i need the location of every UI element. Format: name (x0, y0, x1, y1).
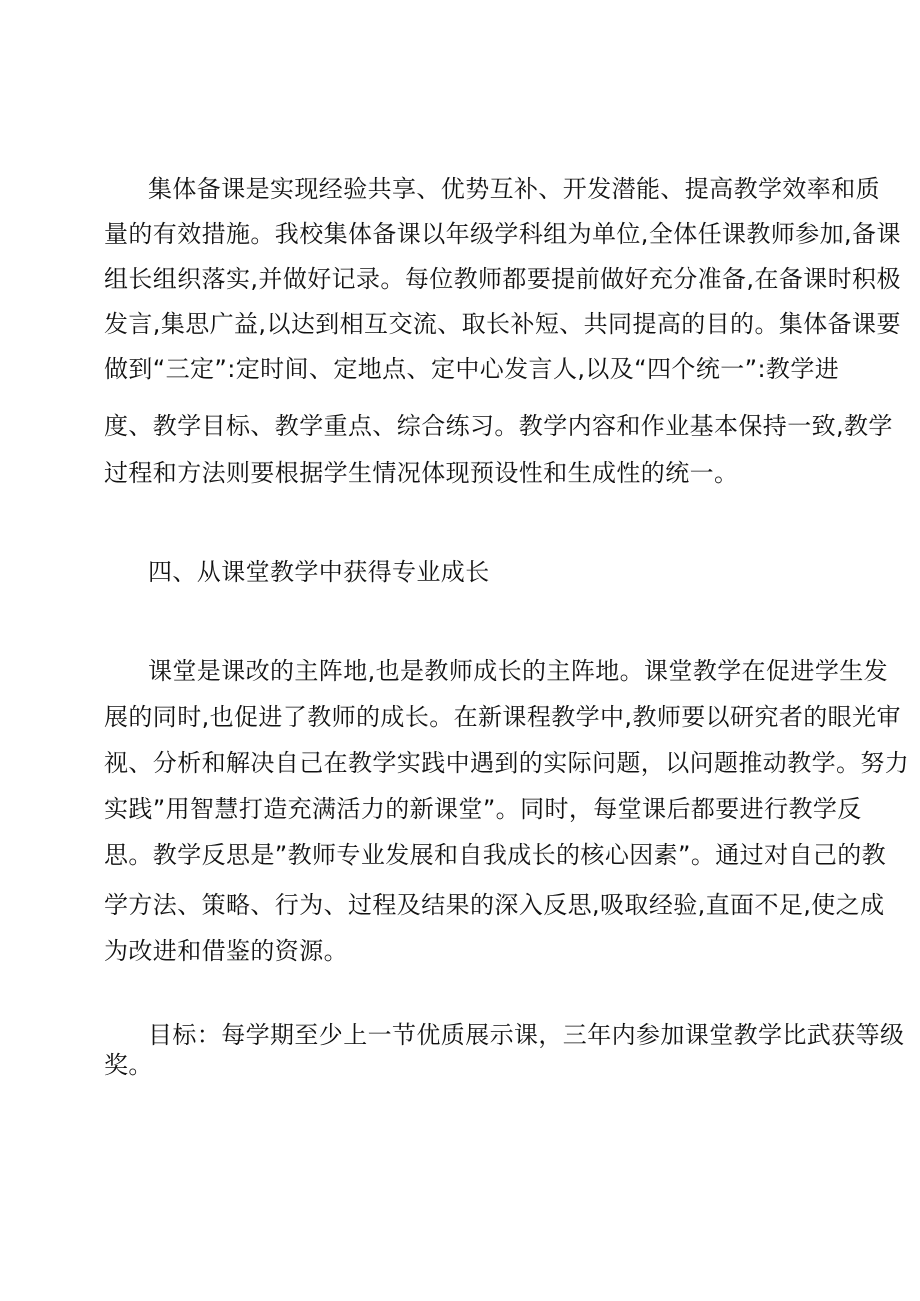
paragraph-line: 组长组织落实,并做好记录。每位教师都要提前做好充分准备,在备课时积极 (104, 265, 901, 293)
paragraph-line: 度、教学目标、教学重点、综合练习。教学内容和作业基本保持一致,教学 (104, 412, 893, 440)
paragraph-line: 量的有效措施。我校集体备课以年级学科组为单位,全体任课教师参加,备课 (104, 220, 901, 248)
paragraph-line: 目标：每学期至少上一节优质展示课，三年内参加课堂教学比武获等级 (148, 1021, 905, 1049)
paragraph-line: 过程和方法则要根据学生情况体现预设性和生成性的统一。 (104, 459, 739, 487)
paragraph-line: 奖。 (104, 1051, 153, 1079)
paragraph-line: 为改进和借鉴的资源。 (104, 937, 348, 965)
paragraph-line: 实践”用智慧打造充满活力的新课堂”。同时，每堂课后都要进行教学反 (104, 795, 862, 823)
paragraph-line: 做到“三定”:定时间、定地点、定中心发言人,以及“四个统一”:教学进 (104, 355, 840, 383)
paragraph-line: 展的同时,也促进了教师的成长。在新课程教学中,教师要以研究者的眼光审 (104, 703, 901, 731)
paragraph-line: 视、分析和解决自己在教学实践中遇到的实际问题，以问题推动教学。努力 (104, 749, 910, 777)
paragraph-line: 发言,集思广益,以达到相互交流、取长补短、共同提高的目的。集体备课要 (104, 310, 901, 338)
paragraph-line: 学方法、策略、行为、过程及结果的深入反思,吸取经验,直面不足,使之成 (104, 891, 885, 919)
section-heading: 四、从课堂教学中获得专业成长 (148, 558, 490, 586)
paragraph-line: 思。教学反思是”教师专业发展和自我成长的核心因素”。通过对自己的教 (104, 841, 887, 869)
paragraph-line: 集体备课是实现经验共享、优势互补、开发潜能、提高教学效率和质 (148, 175, 880, 203)
paragraph-line: 课堂是课改的主阵地,也是教师成长的主阵地。课堂教学在促进学生发 (148, 657, 889, 685)
